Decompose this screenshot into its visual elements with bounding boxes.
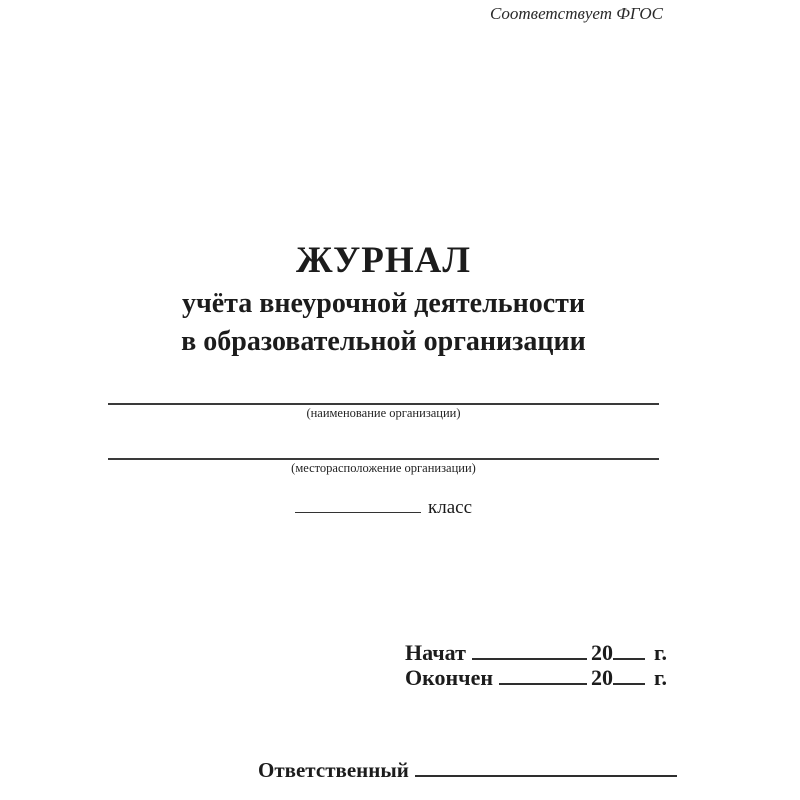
fgos-compliance-note: Соответствует ФГОС xyxy=(489,4,663,23)
org-location-caption: (месторасположение организации) xyxy=(291,461,476,475)
responsible-blank-line xyxy=(415,775,677,777)
dates-block xyxy=(405,640,667,690)
finished-year-blank-line xyxy=(613,683,645,685)
finished-year-suffix: г. xyxy=(653,665,667,690)
journal-subtitle-line1: учёта внеурочной деятельности xyxy=(181,288,586,319)
finished-date-blank-line xyxy=(499,683,587,685)
journal-title: ЖУРНАЛ xyxy=(296,240,471,281)
responsible-label: Ответственный xyxy=(258,758,409,782)
finished-label: Окончен xyxy=(405,665,494,690)
started-year-blank-line xyxy=(613,658,645,660)
finished-row xyxy=(405,665,667,690)
finished-year-prefix: 20 xyxy=(590,665,613,690)
org-name-caption: (наименование организации) xyxy=(306,406,461,420)
class-row xyxy=(108,496,659,520)
started-year-suffix: г. xyxy=(653,640,667,665)
class-label: класс xyxy=(427,497,472,518)
started-label: Начат xyxy=(405,640,466,665)
class-blank-line xyxy=(295,512,421,513)
started-row xyxy=(405,640,667,665)
started-year-prefix: 20 xyxy=(590,640,613,665)
responsible-row xyxy=(258,756,677,784)
journal-subtitle xyxy=(108,285,659,361)
journal-subtitle-line2: в образовательной организации xyxy=(181,326,586,357)
started-date-blank-line xyxy=(472,658,587,660)
